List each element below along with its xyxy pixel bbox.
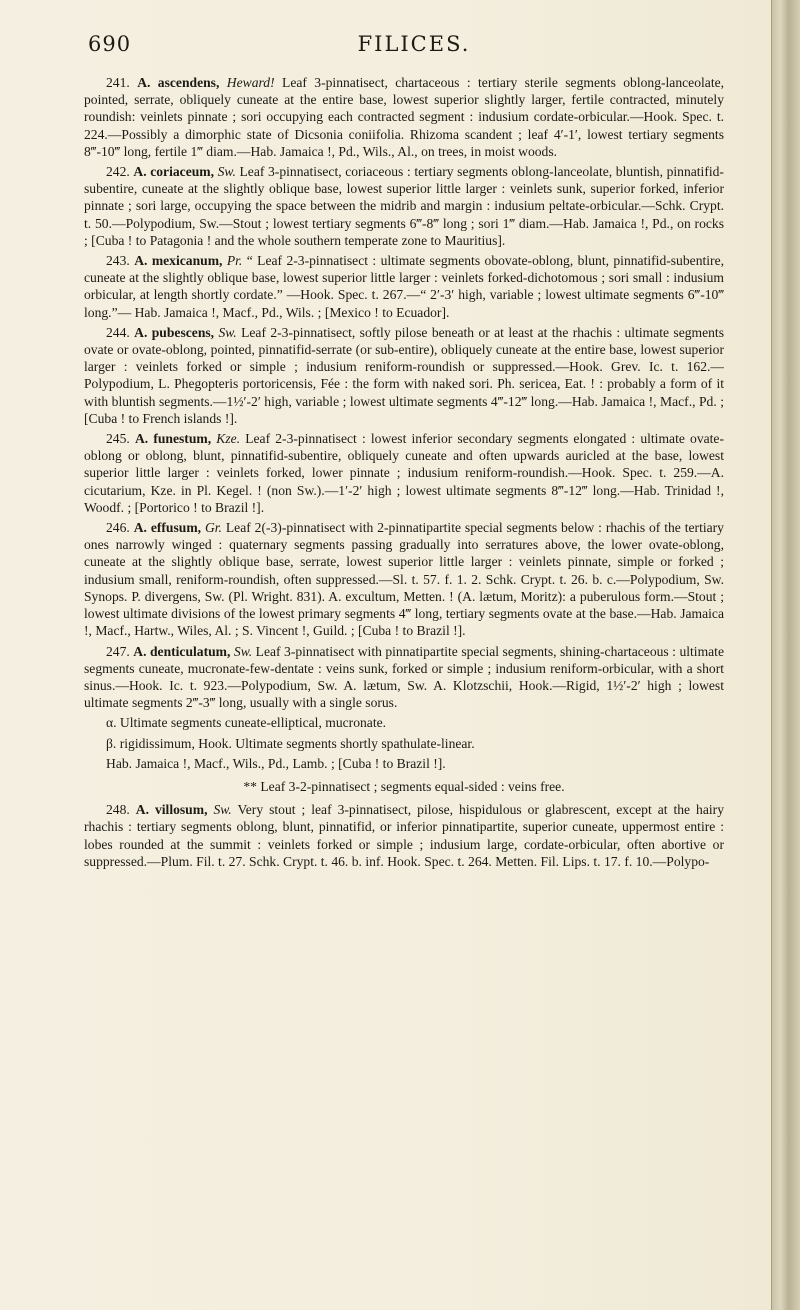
variety-alpha: α. Ultimate segments cuneate-elliptical, mucronate. xyxy=(106,715,387,731)
species-description: Leaf 3-pinnatisect with pinnatipartite special segments, shining-chartaceous : ultimate segments cuneate, mucronate-few-dentate : veins sunk, forked or simple ; indusium reniform-orbicular, with a short sinus.—Hook. Ic. t. 923.—Polypodium, Sw. A. lætum, Sw. A. Klotzschii, Hook.—Rigid, 1½′-2′ high ; lowest ultimate segments 2‴-3‴ long, usually with a single sorus. xyxy=(84,643,724,711)
entry-243 xyxy=(84,252,724,321)
species-description: Very stout ; leaf 3-pinnatisect, pilose, hispidulous or glabrescent, except at the hairy rhachis : tertiary segments oblong, blunt, pinnatifid, or inferior pinnatipartite, superior cuneate, uppermost entire : lobes rounded at the summit : veinlets forked or simple ; indusium large, cordate-orbicular, often abortive or suppressed.—Plum. Fil. t. 27. Schk. Crypt. t. 46. b. inf. Hook. Spec. t. 264. Metten. Fil. Lips. t. 17. f. 10.—Polypo- xyxy=(84,802,724,869)
entry-number: 244. xyxy=(106,324,130,340)
entry-number: 248. xyxy=(106,802,130,818)
species-authority: Kze. xyxy=(216,431,241,447)
species-description: “ Leaf 2-3-pinnatisect : ultimate segments obovate-oblong, blunt, pinnatifid-subentire, cuneate at the slightly oblique base, lowest superior little larger : veinlets forked-dichotomous ; sori small : indusium orbicular, at length shortly cordate.” —Hook. Spec. t. 267.—“ 2′-3′ high, variable ; lowest ultimate segments 6‴-10‴ long.”— Hab. Jamaica !, Macf., Pd., Wils. ; [Mexico ! to Ecuador]. xyxy=(84,253,724,320)
species-name: A. effusum, xyxy=(133,520,202,536)
species-name: A. mexicanum, xyxy=(134,253,223,269)
section-heading: ** Leaf 3-2-pinnatisect ; segments equal-sided : veins free. xyxy=(243,778,565,794)
entry-number: 247. xyxy=(106,643,130,659)
species-description: Leaf 2-3-pinnatisect : lowest inferior secondary segments elongated : ultimate ovate-oblong or oblong, blunt, pinnatifid-subentire, obliquely cuneate and often upwards auricled at the base, lowest superior little larger : veinlets forked, lower pinnate ; indusium reniform-roundish.—Hook. Spec. t. 259.—A. cicutarium, Kze. in Pl. Kegel. ! (non Sw.).—1′-2′ high ; lowest ultimate segments 8‴-12‴ long.—Hab. Trinidad !, Woodf. ; [Portorico ! to Brazil !]. xyxy=(84,431,724,515)
species-authority: Sw. xyxy=(233,643,253,659)
species-authority: Sw. xyxy=(213,802,232,818)
species-name: A. denticulatum, xyxy=(133,643,231,659)
species-authority: Gr. xyxy=(204,520,222,536)
entry-246 xyxy=(84,519,724,639)
species-name: A. coriaceum, xyxy=(133,164,215,180)
entry-241 xyxy=(84,74,724,160)
running-title: FILICES. xyxy=(357,32,471,56)
species-authority: Sw. xyxy=(217,164,236,180)
variety-beta: β. rigidissimum, Hook. Ultimate segments shortly spathulate-linear. xyxy=(106,735,475,751)
species-name: A. ascendens, xyxy=(137,75,220,90)
species-name: A. pubescens, xyxy=(134,324,215,340)
entry-number: 243. xyxy=(106,253,130,269)
species-authority: Pr. xyxy=(226,253,243,269)
entry-248 xyxy=(84,801,724,870)
species-description: Leaf 2-3-pinnatisect, softly pilose beneath or at least at the rhachis : ultimate segments ovate or ovate-oblong, pointed, pinnatifid-serrate (or sub-entire), obliquely cuneate at the entire base, lowest superior larger : veinlets forked or simple ; indusium reniform-roundish or suppressed.—Hook. Grev. Ic. t. 162.—Polypodium, L. Phegopteris portoricensis, Fée : the form with naked sori. Ph. sericea, Eat. ! : probably a form of it with bluntish segments.—1½′-2′ high, variable ; lowest ultimate segments 4‴-12‴ long.—Hab. Jamaica !, Macf., Pd. ; [Cuba ! to French islands !]. xyxy=(84,324,724,426)
species-name: A. villosum, xyxy=(135,802,208,818)
entry-245 xyxy=(84,430,724,516)
variety-habitat: Hab. Jamaica !, Macf., Wils., Pd., Lamb. ; [Cuba ! to Brazil !]. xyxy=(106,755,446,771)
species-authority: Heward! xyxy=(226,75,275,90)
species-description: Leaf 3-pinnatisect, coriaceous : tertiary segments oblong-lanceolate, bluntish, pinnatifid-subentire, cuneate at the slightly oblique base, lowest superior little larger : veinlets sunk, superior forked, inferior pinnate ; sori large, occupying the space between the midrib and margin : indusium peltate-orbicular.—Schk. Crypt. t. 50.—Polypodium, Sw.—Stout ; lowest tertiary segments 6‴-8‴ long ; sori 1‴ diam.—Hab. Jamaica !, Pd., on rocks ; [Cuba ! to Patagonia ! and the whole southern temperate zone to Mauritius]. xyxy=(84,164,724,248)
entry-244 xyxy=(84,324,724,427)
entry-number: 246. xyxy=(106,520,130,536)
entry-number: 241. xyxy=(106,75,130,90)
entry-number: 245. xyxy=(106,431,130,447)
page-number: 690 xyxy=(88,32,132,56)
text-body xyxy=(84,74,724,873)
entry-247 xyxy=(84,643,724,712)
species-authority: Sw. xyxy=(218,324,237,340)
entry-242 xyxy=(84,163,724,249)
book-edge xyxy=(771,0,800,1310)
running-header xyxy=(88,32,740,62)
species-description: Leaf 3-pinnatisect, chartaceous : tertiary sterile segments oblong-lanceolate, pointed, serrate, obliquely cuneate at the entire base, lowest superior slightly larger, fertile contracted, minutely roundish: veinlets pinnate ; sori occupying each contracted segment : indusium cordate-orbicular.—Hook. Spec. t. 224.—Possibly a dimorphic state of Dicsonia coniifolia. Rhizoma scandent ; leaf 4′-1′, lowest tertiary segments 8‴-10‴ long, fertile 1‴ diam.—Hab. Jamaica !, Pd., Wils., Al., on trees, in moist woods. xyxy=(84,75,725,159)
species-name: A. funestum, xyxy=(134,431,212,447)
species-description: Leaf 2(-3)-pinnatisect with 2-pinnatipartite special segments below : rhachis of the tertiary ones narrowly winged : quaternary segments passing gradually into serratures above, the lower ovate-oblong, cuneate at the slightly oblique base, serrate, lowest superior little larger : veinlets pinnate, simple or forked ; indusium small, reniform-roundish, often suppressed.—Sl. t. 57. f. 1. 2. Schk. Crypt. t. 26. b. c.—Polypodium, Sw. Synops. P. divergens, Sw. (Pl. Wright. 831). A. excultum, Metten. ! (A. lætum, Moritz): a puberulous form.—Stout ; lowest ultimate divisions of the lowest primary segments 4‴ long, tertiary segments ovate at the base.—Hab. Jamaica !, Macf., Hartw., Wiles, Al. ; S. Vincent !, Guild. ; [Cuba ! to Brazil !]. xyxy=(84,520,724,639)
entry-number: 242. xyxy=(106,164,130,180)
